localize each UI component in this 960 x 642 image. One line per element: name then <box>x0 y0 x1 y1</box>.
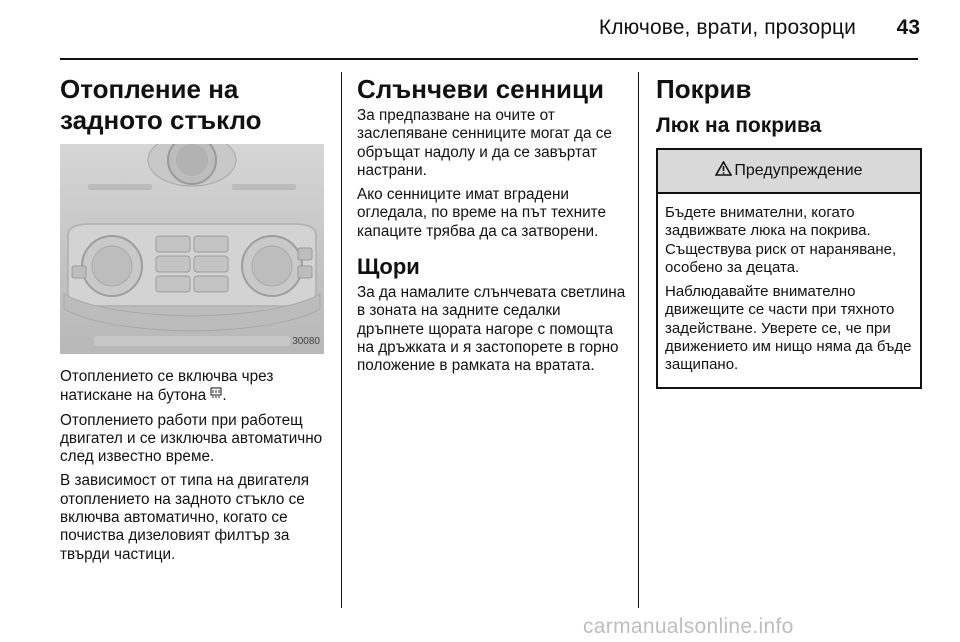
warning-box <box>656 148 922 389</box>
subsection-heading: Люк на покрива <box>656 114 822 137</box>
subsection-heading: Щори <box>357 254 420 280</box>
section-heading: Отопление на задното стъкло <box>60 74 262 135</box>
warning-body <box>658 194 920 387</box>
column-divider <box>638 72 639 608</box>
paragraph: За предпазване на очите от заслепяване сенниците могат да се обръщат надолу и да се завъртат настрани. <box>357 107 612 179</box>
paragraph: В зависимост от типа на двигателя отоплението на задното стъкло се включва автоматично, когато се почиства дизеловият филтър за твърди частици. <box>60 472 310 563</box>
control-panel-drawing <box>60 144 324 354</box>
paragraph-text: Отоплението се включва чрез натискане на бутона <box>60 368 274 405</box>
watermark: carmanualsonline.info <box>583 615 794 638</box>
column-divider <box>341 72 342 608</box>
paragraph-text: . <box>222 387 227 405</box>
paragraph: За да намалите слънчевата светлина в зоната на задните седалки дръпнете щората нагоре с помощта на дръжката и я застопорете в горно положение в рамката на вратата. <box>357 284 626 375</box>
page-number: 43 <box>896 16 920 39</box>
control-panel-illustration <box>60 144 324 354</box>
section-heading: Слънчеви сенници <box>357 74 604 104</box>
rear-window-heater-icon <box>210 386 222 404</box>
column-sun-visors <box>357 74 629 382</box>
figure-code: 30080 <box>292 335 320 347</box>
paragraph: Отоплението работи при работещ двигател и се изключва автоматично след известно време. <box>60 411 323 466</box>
running-header-title: Ключове, врати, прозорци <box>598 16 856 39</box>
header-rule <box>60 58 918 60</box>
column-roof <box>656 74 922 389</box>
warning-header <box>658 150 920 194</box>
paragraph: Ако сенниците имат вградени огледала, по време на път техните капаците трябва да са затворени. <box>357 186 606 240</box>
paragraph <box>60 368 330 406</box>
warning-title: Предупреждение <box>734 161 863 179</box>
warning-triangle-icon <box>715 161 732 181</box>
section-heading: Покрив <box>656 74 752 104</box>
paragraph: Наблюдавайте внимателно движещите се части при тяхното задействане. Уверете се, че при движението им нищо няма да бъде защипано. <box>665 283 912 374</box>
paragraph: Бъдете внимателни, когато задвижвате люка на покрива. Съществува риск от нараняване, особено за децата. <box>665 204 897 276</box>
column-rear-window-heating <box>60 74 330 570</box>
